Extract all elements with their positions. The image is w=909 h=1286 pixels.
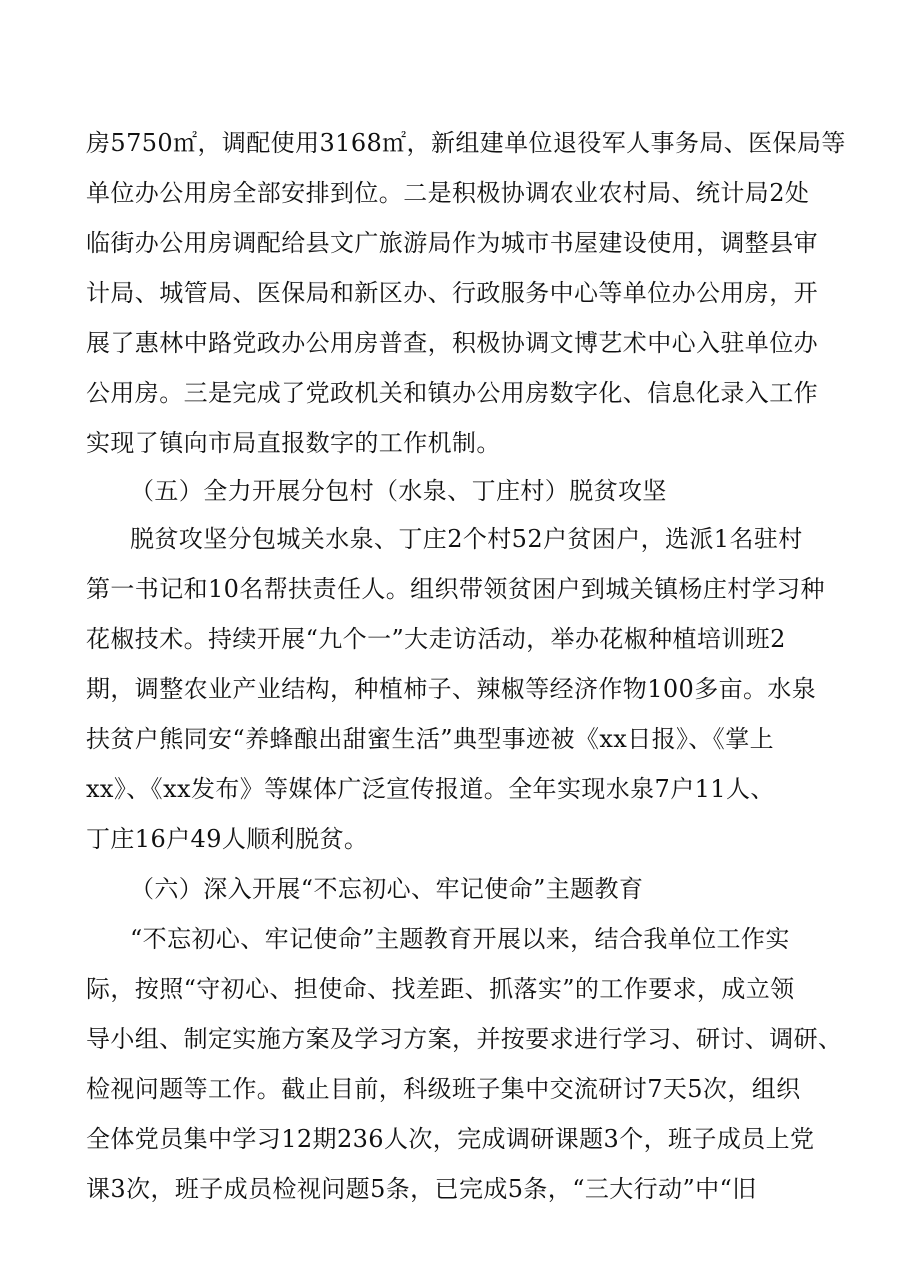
body-text-line: 脱贫攻坚分包城关水泉、丁庄2个村52户贫困户，选派1名驻村 (130, 525, 803, 553)
body-text-line: 展了惠林中路党政办公用房普查，积极协调文博艺术中心入驻单位办 (86, 329, 818, 357)
body-text-line: 实现了镇向市局直报数字的工作机制。 (86, 429, 501, 457)
body-text-line: 丁庄16户49人顺利脱贫。 (86, 825, 369, 853)
body-text-line: “不忘初心、牢记使命”主题教育开展以来，结合我单位工作实 (130, 925, 790, 953)
body-text-line: 导小组、制定实施方案及学习方案，并按要求进行学习、研讨、调研、 (86, 1025, 843, 1053)
body-text-line: 全体党员集中学习12期236人次，完成调研课题3个，班子成员上党 (86, 1125, 815, 1153)
body-text-line: 临街办公用房调配给县文广旅游局作为城市书屋建设使用，调整县审 (86, 229, 818, 257)
body-text-line: 检视问题等工作。截止目前，科级班子集中交流研讨7天5次，组织 (86, 1075, 801, 1103)
body-text-line: 计局、城管局、医保局和新区办、行政服务中心等单位办公用房，开 (86, 279, 818, 307)
body-text-line: 花椒技术。持续开展“九个一”大走访活动，举办花椒种植培训班2 (86, 625, 786, 653)
body-text-line: 扶贫户熊同安“养蜂酿出甜蜜生活”典型事迹被《xx日报》、《掌上 (86, 725, 775, 753)
body-text-line: xx》、《xx发布》等媒体广泛宣传报道。全年实现水泉7户11人、 (86, 775, 775, 803)
body-text-line: 际，按照“守初心、担使命、找差距、抓落实”的工作要求，成立领 (86, 975, 795, 1003)
body-text-line: 期，调整农业产业结构，种植柿子、辣椒等经济作物100多亩。水泉 (86, 675, 817, 703)
section-heading: （五）全力开展分包村（水泉、丁庄村）脱贫攻坚 (130, 477, 667, 505)
body-text-line: 公用房。三是完成了党政机关和镇办公用房数字化、信息化录入工作 (86, 379, 818, 407)
body-text-line: 房5750㎡，调配使用3168㎡，新组建单位退役军人事务局、医保局等 (86, 129, 846, 157)
body-text-line: 第一书记和10名帮扶责任人。组织带领贫困户到城关镇杨庄村学习种 (86, 575, 825, 603)
section-heading: （六）深入开展“不忘初心、牢记使命”主题教育 (130, 875, 644, 903)
body-text-line: 单位办公用房全部安排到位。二是积极协调农业农村局、统计局2处 (86, 179, 810, 207)
body-text-line: 课3次，班子成员检视问题5条，已完成5条，“三大行动”中“旧 (86, 1175, 757, 1203)
